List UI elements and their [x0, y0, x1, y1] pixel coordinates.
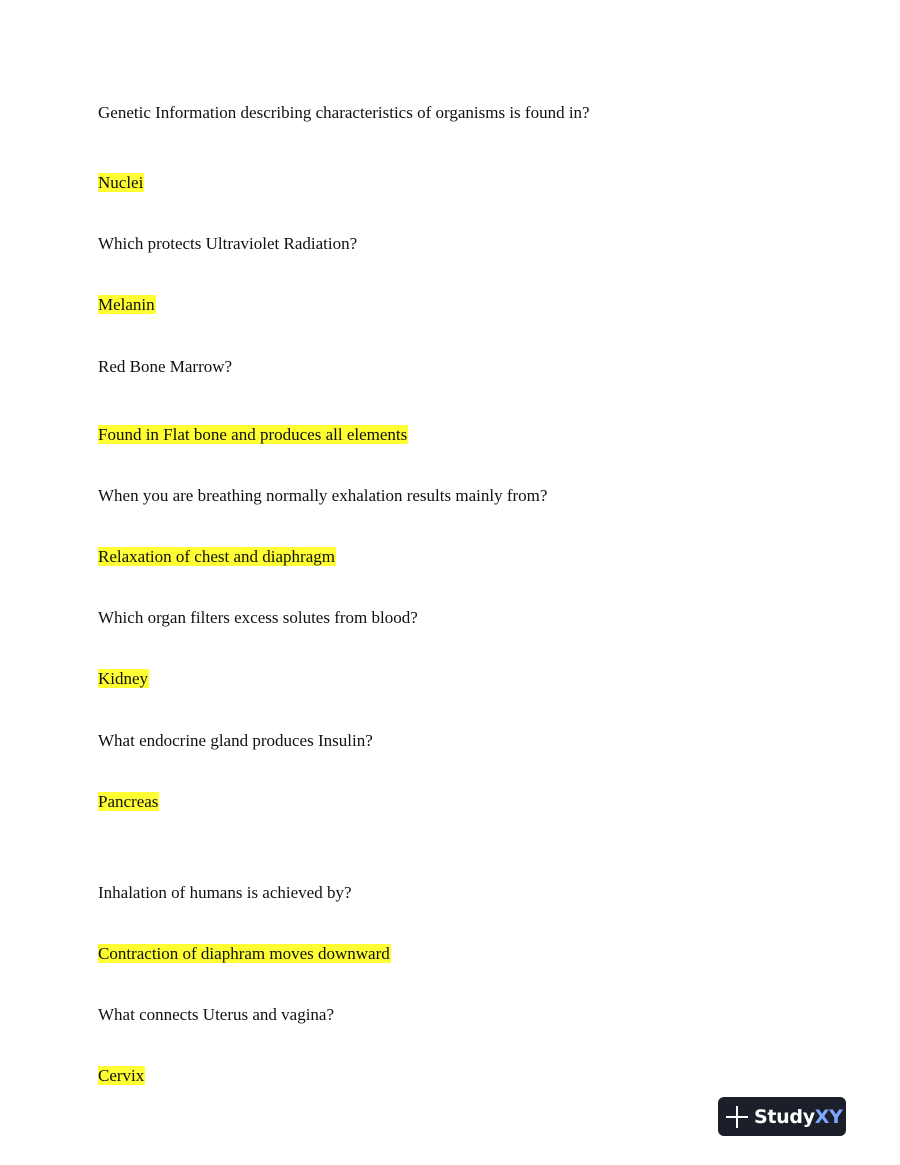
answer-text: Pancreas — [98, 792, 159, 811]
question-text: Which protects Ultraviolet Radiation? — [98, 234, 358, 253]
question-text: Genetic Information describing characteristics of organisms is found in? — [98, 103, 590, 122]
plus-icon — [726, 1106, 748, 1128]
studyxy-badge[interactable] — [718, 1097, 846, 1136]
answer-text: Contraction of diaphram moves downward — [98, 944, 390, 963]
answer-line — [98, 669, 149, 689]
answer-line — [98, 792, 159, 812]
answer-text: Relaxation of chest and diaphragm — [98, 547, 335, 566]
brand-accent: XY — [814, 1105, 843, 1128]
answer-line — [98, 547, 336, 567]
brand-main: Study — [754, 1105, 815, 1128]
answer-text: Melanin — [98, 295, 155, 314]
answer-text: Nuclei — [98, 173, 144, 192]
answer-text: Cervix — [98, 1066, 145, 1085]
answer-text: Found in Flat bone and produces all elements — [98, 425, 408, 444]
brand-name — [754, 1106, 843, 1128]
question-text: When you are breathing normally exhalation results mainly from? — [98, 486, 548, 505]
question-text: What connects Uterus and vagina? — [98, 1005, 335, 1024]
answer-line — [98, 173, 144, 193]
question-text: What endocrine gland produces Insulin? — [98, 731, 373, 750]
question-text: Inhalation of humans is achieved by? — [98, 883, 352, 902]
answer-line — [98, 295, 156, 315]
question-text: Red Bone Marrow? — [98, 357, 233, 376]
question-text: Which organ filters excess solutes from blood? — [98, 608, 418, 627]
answer-text: Kidney — [98, 669, 149, 688]
answer-line — [98, 425, 408, 445]
answer-line — [98, 1066, 145, 1086]
answer-line — [98, 944, 391, 964]
